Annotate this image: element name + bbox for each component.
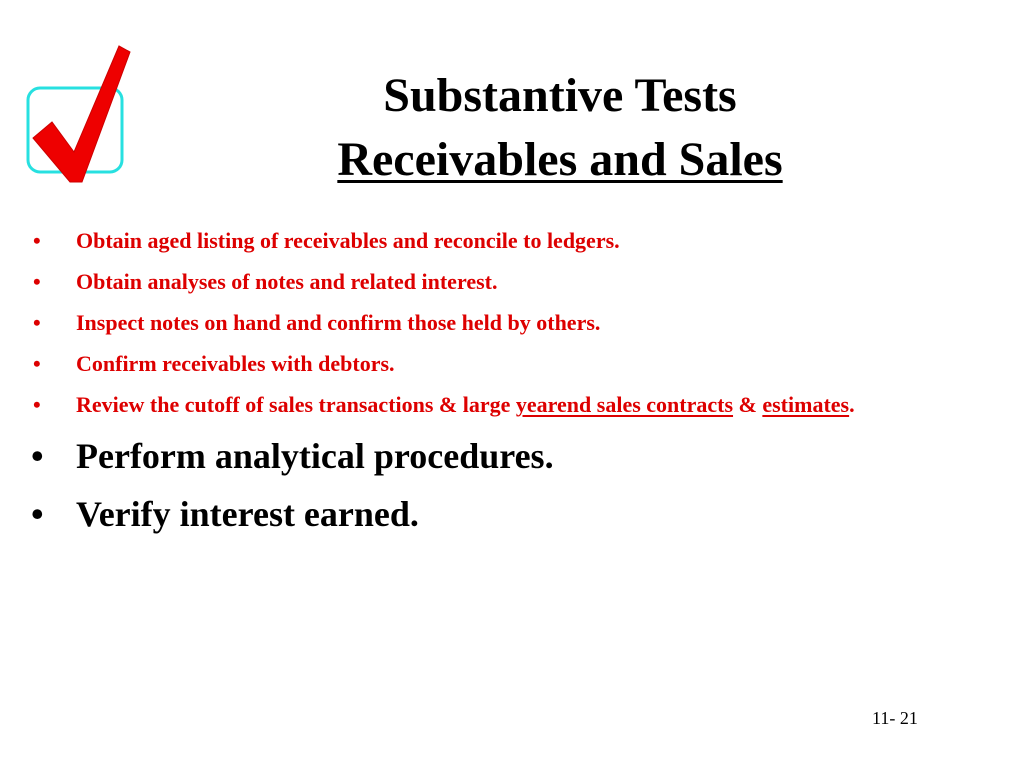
page-number: 11- 21 [872,708,918,728]
list-item [0,492,936,536]
cutoff-text-after: . [849,392,855,417]
bullet-dot: • [33,392,41,417]
list-item [0,226,936,256]
estimates-link[interactable]: estimates [762,392,850,417]
bullet-dot: • [33,310,41,335]
bullet-text: Verify interest earned. [76,494,419,534]
list-item [0,349,936,379]
list-item [0,308,936,338]
checkmark-icon [22,40,140,190]
title-line-1: Substantive Tests [383,69,737,122]
title-line-2: Receivables and Sales [337,133,783,186]
bullet-dot: • [31,436,44,476]
bullet-text: Inspect notes on hand and confirm those held by others. [76,310,601,335]
cutoff-text-before: Review the cutoff of sales transactions & large [76,392,516,417]
cutoff-text-middle: & [733,392,763,417]
bullet-dot: • [33,228,41,253]
slide-title [240,64,880,192]
list-item [0,434,936,478]
bullet-text: Perform analytical procedures. [76,436,554,476]
bullet-dot: • [31,494,44,534]
bullet-dot: • [33,269,41,294]
bullet-text: Obtain aged listing of receivables and reconcile to ledgers. [76,228,620,253]
list-item [0,267,936,297]
bullet-text: Obtain analyses of notes and related interest. [76,269,498,294]
yearend-sales-contracts-link[interactable]: yearend sales contracts [515,392,734,417]
bullet-dot: • [33,351,41,376]
bullet-text: Confirm receivables with debtors. [76,351,395,376]
bullet-text [76,392,855,417]
bullet-list [0,226,1024,550]
list-item-cutoff [0,390,936,420]
